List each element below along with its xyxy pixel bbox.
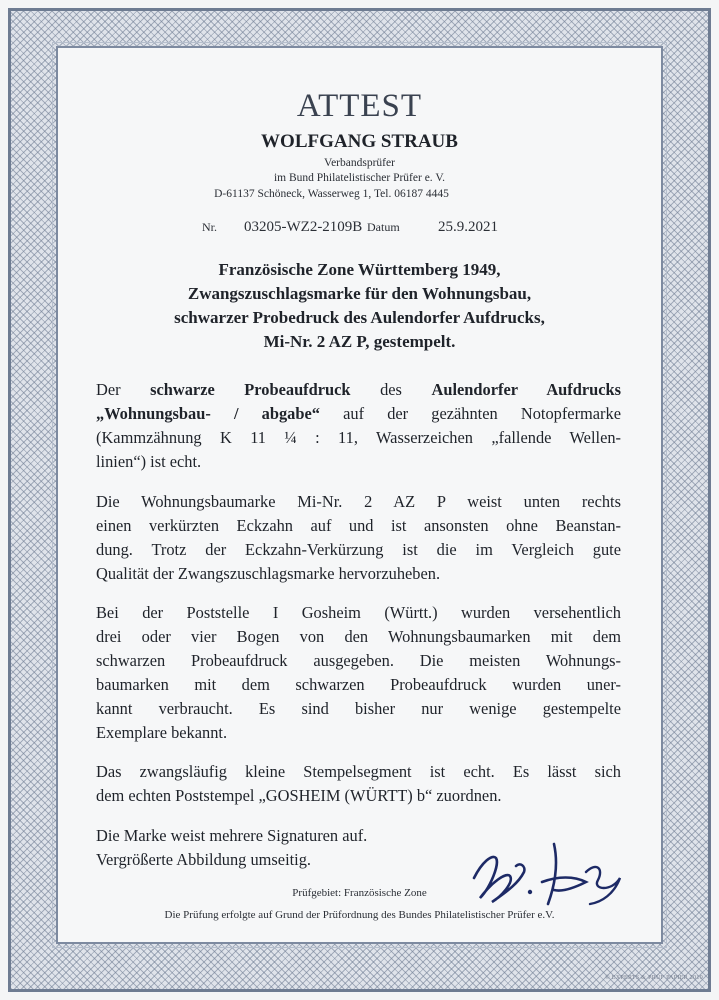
paragraph-2-line-2: einen verkürzten Eckzahn auf und ist ansonsten ohne Beanstan-: [96, 516, 621, 535]
paragraph-1-line-1: Der schwarze Probeaufdruck des Aulendorfer Aufdrucks: [96, 380, 622, 399]
examination-field: Prüfgebiet: Französische Zone: [292, 887, 427, 899]
paragraph-5-line-2: Vergrößerte Abbildung umseitig.: [96, 850, 312, 869]
paragraph-1-line-3: (Kammzähnung K 11 ¼ : 11, Wasserzeichen „fallende Wellen-: [96, 428, 621, 447]
paragraph-history: [96, 601, 621, 745]
paper-copyright: © EXPERTS & PRÜF PAPIER 2019: [605, 975, 703, 981]
stamp-title-line-2: Zwangszuschlagsmarke für den Wohnungsbau,: [187, 284, 532, 303]
certificate-date: 25.9.2021: [438, 219, 498, 235]
examiner-name: WOLFGANG STRAUB: [261, 131, 458, 152]
paragraph-3-line-2: drei oder vier Bogen von den Wohnungsbaumarken mit dem: [96, 627, 621, 646]
date-label: Datum: [367, 220, 400, 234]
paragraph-2-line-3: dung. Trotz der Eckzahn-Verkürzung ist die im Vergleich gute: [96, 540, 621, 559]
paragraph-3-line-6: Exemplare bekannt.: [96, 723, 228, 742]
paragraph-condition: [96, 490, 621, 586]
stamp-title-line-4: Mi-Nr. 2 AZ P, gestempelt.: [263, 332, 456, 351]
paragraph-5-line-1: Die Marke weist mehrere Signaturen auf.: [96, 826, 368, 845]
paragraph-2-line-1: Die Wohnungsbaumarke Mi-Nr. 2 AZ P weist unten rechts: [96, 492, 621, 511]
paragraph-1-line-4: linien“) ist echt.: [96, 452, 202, 471]
paragraph-3-line-5: kannt verbraucht. Es sind bisher nur wenige gestempelte: [96, 699, 621, 718]
paragraph-postmark: [96, 760, 621, 808]
reference-number: 03205-WZ2-2109B: [244, 219, 363, 235]
examiner-association: im Bund Philatelistischer Prüfer e. V.: [273, 172, 446, 184]
paragraph-3-line-1: Bei der Poststelle I Gosheim (Württ.) wurden versehentlich: [96, 603, 621, 622]
paragraph-2-line-4: Qualität der Zwangszuschlagsmarke hervorzuheben.: [96, 564, 441, 583]
examiner-address: D-61137 Schöneck, Wasserweg 1, Tel. 06187 4445: [214, 188, 449, 200]
examination-rules-note: Die Prüfung erfolgte auf Grund der Prüfordnung des Bundes Philatelistischer Prüfer e.V.: [164, 909, 555, 921]
examiner-role: Verbandsprüfer: [324, 157, 395, 169]
paragraph-4-line-2: dem echten Poststempel „GOSHEIM (WÜRTT) b“ zuordnen.: [96, 786, 502, 805]
stamp-title-line-1: Französische Zone Württemberg 1949,: [218, 260, 501, 279]
paragraph-4-line-1: Das zwangsläufig kleine Stempelsegment ist echt. Es lässt sich: [96, 762, 621, 781]
paragraph-authenticity: [96, 378, 621, 474]
examiner-signature: [462, 832, 632, 912]
stamp-title-line-3: schwarzer Probedruck des Aulendorfer Aufdrucks,: [174, 308, 545, 327]
certificate-title: ATTEST: [296, 88, 423, 124]
paragraph-3-line-3: schwarzen Probeaufdruck ausgegeben. Die meisten Wohnungs-: [96, 651, 621, 670]
paragraph-3-line-4: baumarken mit dem schwarzen Probeaufdruck wurden uner-: [96, 675, 621, 694]
reference-number-label: Nr.: [202, 220, 217, 234]
paragraph-1-line-2: „Wohnungsbau- / abgabe“ auf der gezähnten Notopfermarke: [96, 404, 621, 423]
